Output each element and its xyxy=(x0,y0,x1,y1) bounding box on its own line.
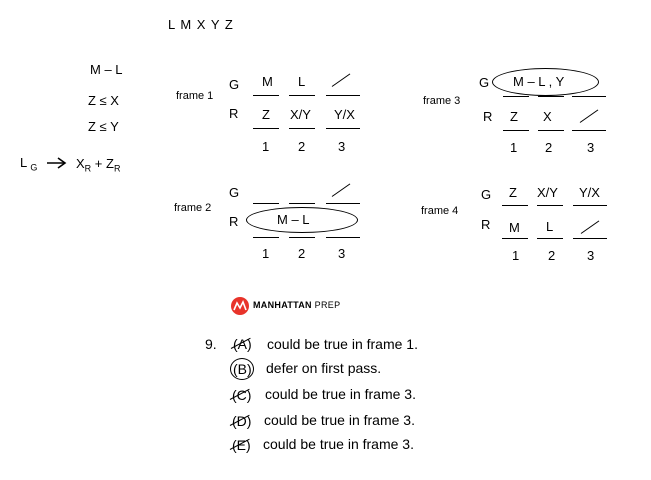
choice-b-text: defer on first pass. xyxy=(266,360,382,376)
frame-1-r-label: R xyxy=(229,106,239,121)
rule-plus: + xyxy=(94,156,103,171)
frame-3-pos-3: 3 xyxy=(587,140,595,155)
frame-4-g-2: X/Y xyxy=(537,185,558,200)
frame-4-pos-2: 2 xyxy=(548,248,556,263)
choice-a-letter: (A) xyxy=(233,336,252,352)
frame-4-r-2: L xyxy=(546,219,554,234)
arrow-right-icon xyxy=(46,157,68,169)
frame-2-r-2-slot xyxy=(289,237,315,238)
choice-c-text: could be true in frame 3. xyxy=(265,386,416,402)
rule-x: X xyxy=(76,156,85,171)
frame-1-pos-2: 2 xyxy=(298,139,306,154)
frame-3-r-3-empty-slash xyxy=(580,109,599,122)
frame-2-g-1-slot xyxy=(253,203,279,204)
frame-3-r-1: Z xyxy=(510,109,518,124)
frame-3-r-3-slot xyxy=(572,130,606,131)
frame-4-g-3-slot xyxy=(573,205,607,206)
frame-4-label: frame 4 xyxy=(421,205,459,217)
frame-2-g-3-empty-slash xyxy=(332,183,351,196)
rule-x-sub: R xyxy=(84,163,92,174)
frame-2-r-1-slot xyxy=(253,237,279,238)
manhattan-prep-logo-text xyxy=(253,301,340,310)
choice-e-letter: (E) xyxy=(232,437,251,453)
choice-b-letter: (B) xyxy=(233,361,252,377)
frame-1-r-1: Z xyxy=(262,107,270,122)
frame-1-g-3-slot xyxy=(326,95,360,96)
rule-z-sub: R xyxy=(113,163,121,174)
frame-3-g-block: M – L , Y xyxy=(513,74,565,89)
rule-z: Z xyxy=(106,156,114,171)
frame-3-g-1-slot xyxy=(503,96,529,97)
frame-3-pos-1: 1 xyxy=(510,140,518,155)
frame-1-g-label: G xyxy=(229,77,240,92)
frame-4-g-1: Z xyxy=(509,185,517,200)
entities-header: L M X Y Z xyxy=(168,17,234,32)
manhattan-prep-logo-icon xyxy=(230,296,250,316)
frame-1-pos-3: 3 xyxy=(338,139,346,154)
frame-3-pos-2: 2 xyxy=(545,140,553,155)
frame-4-r-3-empty-slash xyxy=(581,220,600,233)
frame-3-g-3-slot xyxy=(572,96,606,97)
frame-3-label: frame 3 xyxy=(423,95,461,107)
rule-l-sub: G xyxy=(30,162,38,173)
logo-brand: MANHATTAN xyxy=(253,300,312,310)
frame-1-r-2: X/Y xyxy=(290,107,311,122)
frame-1-r-3-slot xyxy=(326,128,360,129)
choice-d-text: could be true in frame 3. xyxy=(264,412,415,428)
frame-4-pos-1: 1 xyxy=(512,248,520,263)
frame-4-r-3-slot xyxy=(573,238,607,239)
rule-z-le-y: Z ≤ Y xyxy=(88,119,119,134)
frame-2-g-label: G xyxy=(229,185,240,200)
frame-1-g-3-empty-slash xyxy=(332,73,351,86)
frame-1-r-3: Y/X xyxy=(334,107,355,122)
frame-2-r-block: M – L xyxy=(277,212,310,227)
frame-2-label: frame 2 xyxy=(174,202,212,214)
choice-c-letter: (C) xyxy=(232,387,252,403)
rule-m-l-block: M – L xyxy=(90,62,123,77)
choice-d-letter: (D) xyxy=(232,413,252,429)
frame-1-label: frame 1 xyxy=(176,90,214,102)
frame-1-pos-1: 1 xyxy=(262,139,270,154)
frame-2-r-3-slot xyxy=(326,237,360,238)
choice-a-text: could be true in frame 1. xyxy=(267,336,418,352)
frame-3-r-2-slot xyxy=(538,130,564,131)
logo-suffix: PREP xyxy=(314,300,341,310)
frame-2-r-label: R xyxy=(229,214,239,229)
frame-4-r-1: M xyxy=(509,220,520,235)
frame-1-g-2: L xyxy=(298,74,306,89)
frame-2-pos-2: 2 xyxy=(298,246,306,261)
frame-1-g-2-slot xyxy=(289,95,315,96)
frame-1-g-1-slot xyxy=(253,95,279,96)
rule-consequent xyxy=(76,157,120,174)
frame-4-g-label: G xyxy=(481,187,492,202)
choice-e-text: could be true in frame 3. xyxy=(263,436,414,452)
frame-1-g-1: M xyxy=(262,74,273,89)
frame-3-r-2: X xyxy=(543,109,552,124)
frame-2-g-2-slot xyxy=(289,203,315,204)
frame-3-g-2-slot xyxy=(538,96,564,97)
frame-2-pos-3: 3 xyxy=(338,246,346,261)
frame-2-g-3-slot xyxy=(326,203,360,204)
question-number: 9. xyxy=(205,336,217,352)
frame-2-pos-1: 1 xyxy=(262,246,270,261)
frame-4-r-1-slot xyxy=(502,238,528,239)
frame-3-g-label: G xyxy=(479,75,490,90)
frame-1-r-2-slot xyxy=(289,128,315,129)
frame-4-g-1-slot xyxy=(502,205,528,206)
frame-4-r-2-slot xyxy=(537,238,563,239)
frame-3-r-1-slot xyxy=(503,130,529,131)
frame-4-r-label: R xyxy=(481,217,491,232)
frame-4-g-3: Y/X xyxy=(579,185,600,200)
rule-z-le-x: Z ≤ X xyxy=(88,93,119,108)
rule-l: L xyxy=(20,155,27,170)
frame-4-g-2-slot xyxy=(537,205,563,206)
frame-1-r-1-slot xyxy=(253,128,279,129)
frame-4-pos-3: 3 xyxy=(587,248,595,263)
frame-3-r-label: R xyxy=(483,109,493,124)
rule-l-label xyxy=(20,156,37,173)
